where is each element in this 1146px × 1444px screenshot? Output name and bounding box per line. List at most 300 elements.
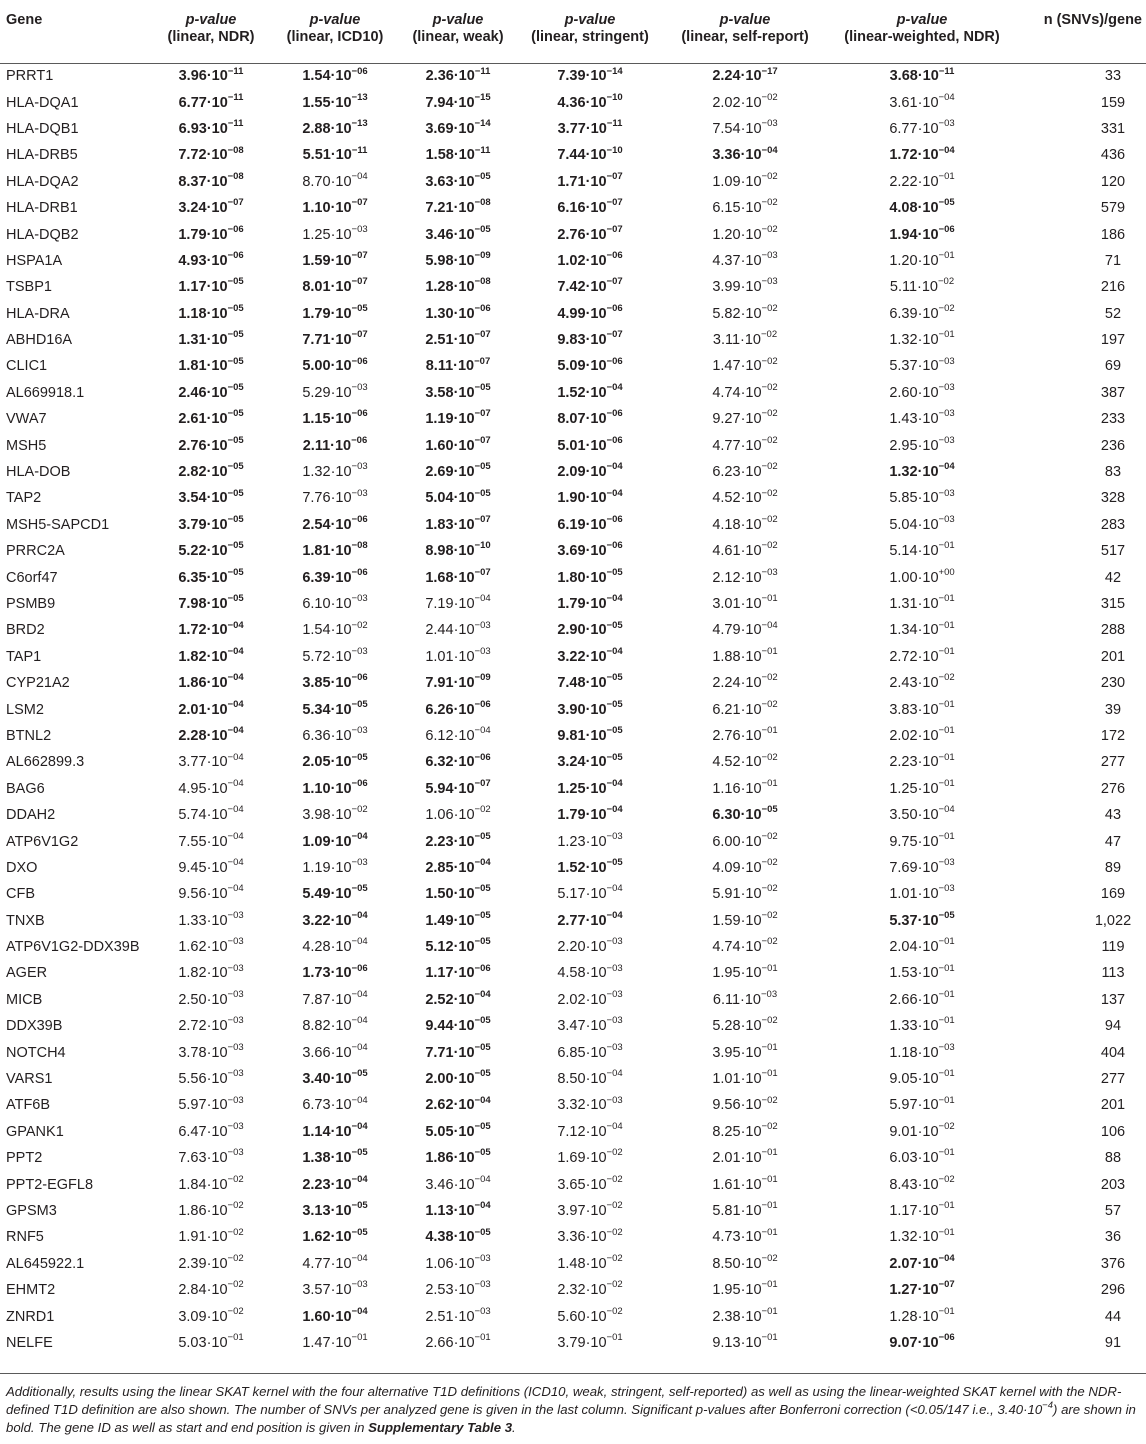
pvalue-cell: $6.77\cdot 10^{-03}$	[889, 118, 955, 137]
pvalue-cell: $1.91\cdot 10^{-02}$	[178, 1226, 244, 1246]
pvalue-cell: $7.39\cdot 10^{-14}$	[557, 65, 623, 85]
pvalue-cell: $6.35\cdot 10^{-05}$	[178, 566, 244, 586]
pvalue-cell: $1.86\cdot 10^{-04}$	[178, 672, 244, 692]
gene-cell: PPT2	[6, 1150, 43, 1167]
gene-cell: DDAH2	[6, 807, 56, 824]
pvalue-cell: $1.17\cdot 10^{-05}$	[178, 276, 244, 296]
snv-count-cell: 277	[1100, 1071, 1126, 1088]
pvalue-cell: $3.13\cdot 10^{-05}$	[302, 1200, 368, 1219]
pvalue-cell: $2.53\cdot 10^{-03}$	[425, 1279, 491, 1299]
snv-count-cell: 328	[1100, 490, 1126, 507]
pvalue-cell: $3.98\cdot 10^{-02}$	[302, 804, 368, 824]
pvalue-cell: $5.28\cdot 10^{-02}$	[712, 1015, 778, 1035]
pvalue-cell: $3.54\cdot 10^{-05}$	[178, 487, 244, 507]
pvalue-cell: $1.71\cdot 10^{-07}$	[557, 170, 623, 190]
table-row	[0, 301, 1146, 327]
pvalue-cell: $1.31\cdot 10^{-01}$	[889, 593, 955, 612]
pvalue-cell: $3.32\cdot 10^{-03}$	[557, 1094, 623, 1114]
table-row	[0, 142, 1146, 168]
footnote-text: Additionally, results using the linear SKAT kernel with the four alternative T1D definitions (ICD10, weak, stringent, self-reported) as well as using the linear-weighted SKAT kernel with the NDR-defined T1D definition are also shown. The number of SNVs per analyzed gene is given in the last column. Significant p-values after Bonferroni correction (<0.05/147 i.e., $3.40\cdot 10^{-4}$) are shown in bold. The gene ID as well as start and end position is given in Supplementary Table 3.	[6, 1384, 1136, 1435]
pvalue-cell: $1.54\cdot 10^{-06}$	[302, 65, 368, 85]
gene-cell: BAG6	[6, 780, 45, 797]
table-row	[0, 987, 1146, 1013]
pvalue-cell: $3.61\cdot 10^{-04}$	[889, 91, 955, 111]
pvalue-cell: $5.85\cdot 10^{-03}$	[889, 487, 955, 507]
gene-cell: ZNRD1	[6, 1308, 55, 1325]
snv-count-cell: 387	[1100, 384, 1126, 401]
pvalue-cell: $1.54\cdot 10^{-02}$	[302, 619, 368, 639]
pvalue-cell: $2.11\cdot 10^{-06}$	[302, 434, 368, 454]
table-row	[0, 828, 1146, 854]
table-row	[0, 380, 1146, 406]
pvalue-cell: $1.79\cdot 10^{-06}$	[178, 223, 244, 243]
pvalue-cell: $4.74\cdot 10^{-02}$	[712, 382, 778, 401]
snv-count-cell: 331	[1100, 120, 1126, 137]
pvalue-cell: $7.98\cdot 10^{-05}$	[178, 593, 244, 612]
pvalue-cell: $5.01\cdot 10^{-06}$	[557, 434, 623, 454]
supplementary-reference: Supplementary Table 3	[368, 1420, 513, 1435]
pvalue-cell: $1.15\cdot 10^{-06}$	[302, 408, 368, 428]
pvalue-cell: $3.69\cdot 10^{-14}$	[425, 118, 491, 137]
pvalue-cell: $2.82\cdot 10^{-05}$	[178, 461, 244, 481]
table-row	[0, 1277, 1146, 1303]
gene-cell: TAP2	[6, 490, 42, 507]
pvalue-cell: $9.75\cdot 10^{-01}$	[889, 830, 955, 850]
table-row	[0, 432, 1146, 458]
gene-cell: HLA-DRA	[6, 305, 70, 322]
pvalue-cell: $1.95\cdot 10^{-01}$	[712, 962, 778, 982]
snv-count-cell: 43	[1104, 807, 1122, 824]
pvalue-cell: $2.07\cdot 10^{-04}$	[889, 1252, 955, 1272]
pvalue-cell: $1.09\cdot 10^{-02}$	[712, 170, 778, 190]
table-row	[0, 776, 1146, 802]
pvalue-cell: $2.38\cdot 10^{-01}$	[712, 1305, 778, 1325]
table-row	[0, 1119, 1146, 1145]
table-row	[0, 855, 1146, 881]
gene-cell: BTNL2	[6, 727, 52, 744]
pvalue-cell: $2.62\cdot 10^{-04}$	[425, 1094, 491, 1114]
pvalue-cell: $2.88\cdot 10^{-13}$	[302, 118, 368, 137]
snv-count-cell: 33	[1104, 68, 1122, 85]
pvalue-cell: $1.13\cdot 10^{-04}$	[425, 1200, 491, 1219]
pvalue-cell: $2.23\cdot 10^{-04}$	[302, 1173, 368, 1193]
snv-count-cell: 71	[1104, 252, 1122, 269]
pvalue-cell: $1.90\cdot 10^{-04}$	[557, 487, 623, 507]
pvalue-cell: $3.77\cdot 10^{-11}$	[557, 118, 623, 137]
pvalue-cell: $4.95\cdot 10^{-04}$	[178, 777, 244, 797]
pvalue-cell: $1.25\cdot 10^{-03}$	[302, 223, 368, 243]
table-row	[0, 512, 1146, 538]
pvalue-cell: $1.18\cdot 10^{-03}$	[889, 1041, 955, 1061]
snv-count-cell: 120	[1100, 173, 1126, 190]
pvalue-cell: $1.32\cdot 10^{-04}$	[889, 461, 955, 481]
pvalue-cell: $8.50\cdot 10^{-04}$	[557, 1068, 623, 1088]
pvalue-cell: $1.60\cdot 10^{-04}$	[302, 1305, 368, 1325]
pvalue-cell: $1.86\cdot 10^{-05}$	[425, 1147, 491, 1167]
pvalue-cell: $2.28\cdot 10^{-04}$	[178, 725, 244, 744]
gene-cell: HLA-DRB1	[6, 200, 78, 217]
pvalue-cell: $6.23\cdot 10^{-02}$	[712, 461, 778, 481]
pvalue-cell: $6.10\cdot 10^{-03}$	[302, 593, 368, 612]
pvalue-cell: $9.44\cdot 10^{-05}$	[425, 1015, 491, 1035]
pvalue-cell: $9.05\cdot 10^{-01}$	[889, 1068, 955, 1088]
pvalue-cell: $1.81\cdot 10^{-05}$	[178, 355, 244, 375]
table-row	[0, 1224, 1146, 1250]
pvalue-cell: $5.22\cdot 10^{-05}$	[178, 540, 244, 560]
pvalue-cell: $1.94\cdot 10^{-06}$	[889, 223, 955, 243]
pvalue-cell: $8.70\cdot 10^{-04}$	[302, 170, 368, 190]
pvalue-cell: $1.32\cdot 10^{-01}$	[889, 1226, 955, 1246]
pvalue-cell: $2.66\cdot 10^{-01}$	[425, 1332, 491, 1351]
pvalue-cell: $3.90\cdot 10^{-05}$	[557, 698, 623, 718]
table-row	[0, 485, 1146, 511]
pvalue-cell: $5.81\cdot 10^{-01}$	[712, 1200, 778, 1219]
pvalue-cell: $2.69\cdot 10^{-05}$	[425, 461, 491, 481]
table-row	[0, 1251, 1146, 1277]
pvalue-cell: $9.81\cdot 10^{-05}$	[557, 725, 623, 744]
table-row	[0, 802, 1146, 828]
gene-cell: ATP6V1G2-DDX39B	[6, 939, 140, 956]
gene-cell: HLA-DRB5	[6, 147, 78, 164]
table-row	[0, 221, 1146, 247]
pvalue-cell: $2.76\cdot 10^{-01}$	[712, 725, 778, 744]
pvalue-cell: $1.19\cdot 10^{-03}$	[302, 857, 368, 876]
pvalue-cell: $3.09\cdot 10^{-02}$	[178, 1305, 244, 1325]
pvalue-cell: $9.07\cdot 10^{-06}$	[889, 1332, 955, 1351]
gene-cell: NOTCH4	[6, 1044, 66, 1061]
snv-count-cell: 404	[1100, 1044, 1126, 1061]
pvalue-cell: $2.60\cdot 10^{-03}$	[889, 382, 955, 401]
pvalue-cell: $1.82\cdot 10^{-04}$	[178, 645, 244, 665]
table-row	[0, 353, 1146, 379]
snv-count-cell: 159	[1100, 94, 1126, 111]
pvalue-cell: $5.82\cdot 10^{-02}$	[712, 302, 778, 322]
pvalue-cell: $9.01\cdot 10^{-02}$	[889, 1120, 955, 1140]
table-row	[0, 327, 1146, 353]
pvalue-cell: $3.95\cdot 10^{-01}$	[712, 1041, 778, 1061]
gene-cell: BRD2	[6, 622, 45, 639]
pvalue-cell: $6.39\cdot 10^{-02}$	[889, 302, 955, 322]
table-row	[0, 644, 1146, 670]
pvalue-cell: $2.32\cdot 10^{-02}$	[557, 1279, 623, 1299]
pvalue-cell: $2.95\cdot 10^{-03}$	[889, 434, 955, 454]
pvalue-cell: $2.50\cdot 10^{-03}$	[178, 989, 244, 1008]
pvalue-cell: $2.76\cdot 10^{-07}$	[557, 223, 623, 243]
pvalue-cell: $6.11\cdot 10^{-03}$	[712, 989, 778, 1008]
pvalue-cell: $6.00\cdot 10^{-02}$	[712, 830, 778, 850]
table-row	[0, 617, 1146, 643]
pvalue-cell: $7.42\cdot 10^{-07}$	[557, 276, 623, 296]
pvalue-cell: $7.55\cdot 10^{-04}$	[178, 830, 244, 850]
pvalue-cell: $8.37\cdot 10^{-08}$	[178, 170, 244, 190]
table-row	[0, 934, 1146, 960]
snv-count-cell: 288	[1100, 622, 1126, 639]
pvalue-cell: $1.17\cdot 10^{-01}$	[889, 1200, 955, 1219]
snv-count-cell: 197	[1100, 332, 1126, 349]
pvalue-cell: $4.18\cdot 10^{-02}$	[712, 514, 778, 533]
pvalue-cell: $6.03\cdot 10^{-01}$	[889, 1147, 955, 1167]
pvalue-cell: $1.47\cdot 10^{-01}$	[302, 1332, 368, 1351]
pvalue-cell: $5.00\cdot 10^{-06}$	[302, 355, 368, 375]
pvalue-cell: $3.85\cdot 10^{-06}$	[302, 672, 368, 692]
pvalue-cell: $5.91\cdot 10^{-02}$	[712, 883, 778, 903]
pvalue-cell: $7.54\cdot 10^{-03}$	[712, 118, 778, 137]
pvalue-cell: $4.77\cdot 10^{-04}$	[302, 1252, 368, 1272]
gene-cell: VARS1	[6, 1071, 53, 1088]
pvalue-cell: $6.77\cdot 10^{-11}$	[178, 91, 244, 111]
pvalue-cell: $5.14\cdot 10^{-01}$	[889, 540, 955, 560]
pvalue-cell: $3.47\cdot 10^{-03}$	[557, 1015, 623, 1035]
pvalue-cell: $1.32\cdot 10^{-01}$	[889, 329, 955, 349]
pvalue-cell: $7.63\cdot 10^{-03}$	[178, 1147, 244, 1167]
pvalue-cell: $7.71\cdot 10^{-05}$	[425, 1041, 491, 1061]
pvalue-cell: $3.11\cdot 10^{-02}$	[712, 329, 778, 349]
gene-cell: PPT2-EGFL8	[6, 1176, 94, 1193]
pvalue-cell: $2.76\cdot 10^{-05}$	[178, 434, 244, 454]
pvalue-cell: $1.73\cdot 10^{-06}$	[302, 962, 368, 982]
pvalue-cell: $1.28\cdot 10^{-08}$	[425, 276, 491, 296]
pvalue-cell: $8.07\cdot 10^{-06}$	[557, 408, 623, 428]
table-row	[0, 459, 1146, 485]
table-row	[0, 274, 1146, 300]
pvalue-cell: $2.04\cdot 10^{-01}$	[889, 936, 955, 956]
pvalue-cell: $1.38\cdot 10^{-05}$	[302, 1147, 368, 1167]
pvalue-cell: $1.80\cdot 10^{-05}$	[557, 566, 623, 586]
pvalue-cell: $1.34\cdot 10^{-01}$	[889, 619, 955, 639]
gene-cell: HLA-DQA2	[6, 173, 79, 190]
pvalue-cell: $2.39\cdot 10^{-02}$	[178, 1252, 244, 1272]
pvalue-cell: $1.19\cdot 10^{-07}$	[425, 408, 491, 428]
gene-cell: RNF5	[6, 1229, 44, 1246]
pvalue-cell: $3.24\cdot 10^{-07}$	[178, 197, 244, 217]
snv-count-cell: 94	[1104, 1018, 1122, 1035]
pvalue-cell: $7.21\cdot 10^{-08}$	[425, 197, 491, 217]
pvalue-cell: $3.69\cdot 10^{-06}$	[557, 540, 623, 560]
pvalue-cell: $5.09\cdot 10^{-06}$	[557, 355, 623, 375]
pvalue-cell: $4.74\cdot 10^{-02}$	[712, 936, 778, 956]
gene-cell: ATP6V1G2	[6, 833, 79, 850]
snv-count-cell: 233	[1100, 411, 1126, 428]
header-pvalue-linear-weak: p-value (linear, weak)	[398, 0, 518, 63]
pvalue-cell: $1.32\cdot 10^{-03}$	[302, 461, 368, 481]
gene-cell: C6orf47	[6, 569, 58, 586]
pvalue-cell: $2.02\cdot 10^{-03}$	[557, 989, 623, 1008]
pvalue-cell: $8.25\cdot 10^{-02}$	[712, 1120, 778, 1140]
table-row	[0, 1066, 1146, 1092]
pvalue-cell: $1.50\cdot 10^{-05}$	[425, 883, 491, 903]
snv-count-cell: 517	[1100, 543, 1126, 560]
gene-cell: NELFE	[6, 1334, 53, 1351]
pvalue-cell: $7.69\cdot 10^{-03}$	[889, 857, 955, 876]
gene-cell: HLA-DQA1	[6, 94, 79, 111]
pvalue-cell: $6.32\cdot 10^{-06}$	[425, 751, 491, 771]
pvalue-cell: $2.09\cdot 10^{-04}$	[557, 461, 623, 481]
gene-cell: ATF6B	[6, 1097, 51, 1114]
pvalue-cell: $4.36\cdot 10^{-10}$	[557, 91, 623, 111]
pvalue-cell: $3.83\cdot 10^{-01}$	[889, 698, 955, 718]
pvalue-cell: $5.60\cdot 10^{-02}$	[557, 1305, 623, 1325]
pvalue-cell: $3.99\cdot 10^{-03}$	[712, 276, 778, 296]
table-row	[0, 248, 1146, 274]
gene-cell: GPSM3	[6, 1202, 57, 1219]
pvalue-cell: $1.59\cdot 10^{-07}$	[302, 250, 368, 269]
table-row	[0, 670, 1146, 696]
table-row	[0, 1330, 1146, 1356]
snv-count-cell: 89	[1104, 859, 1122, 876]
gene-cell: PRRT1	[6, 68, 54, 85]
snv-count-cell: 169	[1100, 886, 1126, 903]
pvalue-cell: $7.71\cdot 10^{-07}$	[302, 329, 368, 349]
pvalue-cell: $3.50\cdot 10^{-04}$	[889, 804, 955, 824]
pvalue-cell: $9.56\cdot 10^{-04}$	[178, 883, 244, 903]
pvalue-cell: $6.39\cdot 10^{-06}$	[302, 566, 368, 586]
pvalue-cell: $2.00\cdot 10^{-05}$	[425, 1068, 491, 1088]
table-row	[0, 564, 1146, 590]
table-row	[0, 723, 1146, 749]
pvalue-cell: $2.54\cdot 10^{-06}$	[302, 514, 368, 533]
pvalue-cell: $1.16\cdot 10^{-01}$	[712, 777, 778, 797]
pvalue-cell: $6.30\cdot 10^{-05}$	[712, 804, 778, 824]
pvalue-cell: $1.01\cdot 10^{-03}$	[425, 645, 491, 665]
gene-cell: AGER	[6, 965, 48, 982]
pvalue-cell: $2.90\cdot 10^{-05}$	[557, 619, 623, 639]
pvalue-cell: $2.22\cdot 10^{-01}$	[889, 170, 955, 190]
pvalue-cell: $2.52\cdot 10^{-04}$	[425, 989, 491, 1008]
gene-cell: PSMB9	[6, 596, 56, 612]
pvalue-cell: $6.15\cdot 10^{-02}$	[712, 197, 778, 217]
gene-cell: CYP21A2	[6, 675, 70, 692]
pvalue-cell: $3.66\cdot 10^{-04}$	[302, 1041, 368, 1061]
snv-count-cell: 172	[1100, 727, 1126, 744]
pvalue-cell: $1.25\cdot 10^{-01}$	[889, 777, 955, 797]
snv-count-cell: 436	[1100, 147, 1126, 164]
snv-count-cell: 47	[1104, 833, 1122, 850]
pvalue-cell: $1.14\cdot 10^{-04}$	[302, 1120, 368, 1140]
gene-cell: TAP1	[6, 648, 42, 665]
pvalue-cell: $2.84\cdot 10^{-02}$	[178, 1279, 244, 1299]
pvalue-cell: $6.26\cdot 10^{-06}$	[425, 698, 491, 718]
pvalue-cell: $3.79\cdot 10^{-05}$	[178, 514, 244, 533]
header-row	[0, 0, 1146, 63]
snv-count-cell: 277	[1100, 754, 1126, 771]
snv-count-cell: 113	[1101, 965, 1125, 982]
pvalue-cell: $1.33\cdot 10^{-03}$	[178, 909, 244, 929]
pvalue-cell: $1.10\cdot 10^{-06}$	[302, 777, 368, 797]
pvalue-cell: $1.60\cdot 10^{-07}$	[425, 434, 491, 454]
gene-cell: LSM2	[6, 701, 44, 718]
pvalue-cell: $1.79\cdot 10^{-05}$	[302, 302, 368, 322]
snv-count-cell: 57	[1104, 1202, 1122, 1219]
pvalue-cell: $7.76\cdot 10^{-03}$	[302, 487, 368, 507]
pvalue-cell: $2.46\cdot 10^{-05}$	[178, 382, 244, 401]
pvalue-cell: $1.79\cdot 10^{-04}$	[557, 593, 623, 612]
snv-count-cell: 91	[1104, 1334, 1122, 1351]
gene-cell: TSBP1	[6, 279, 52, 296]
pvalue-cell: $5.04\cdot 10^{-05}$	[425, 487, 491, 507]
pvalue-cell: $1.27\cdot 10^{-07}$	[889, 1279, 955, 1299]
table-row	[0, 1013, 1146, 1039]
pvalue-cell: $1.82\cdot 10^{-03}$	[178, 962, 244, 982]
header-n-snvs: n (SNVs)/gene	[1016, 0, 1146, 63]
snv-count-cell: 230	[1100, 675, 1126, 692]
pvalue-cell: $3.63\cdot 10^{-05}$	[425, 170, 491, 190]
pvalue-cell: $4.28\cdot 10^{-04}$	[302, 936, 368, 956]
pvalue-cell: $5.37\cdot 10^{-03}$	[889, 355, 955, 375]
pvalue-cell: $7.94\cdot 10^{-15}$	[425, 91, 491, 111]
gene-cell: CLIC1	[6, 358, 48, 375]
pvalue-cell: $2.02\cdot 10^{-01}$	[889, 725, 955, 744]
pvalue-cell: $1.30\cdot 10^{-06}$	[425, 302, 491, 322]
pvalue-cell: $1.95\cdot 10^{-01}$	[712, 1279, 778, 1299]
table-row	[0, 1039, 1146, 1065]
pvalue-cell: $6.21\cdot 10^{-02}$	[712, 698, 778, 718]
snv-count-cell: 186	[1100, 226, 1126, 243]
gene-cell: ABHD16A	[6, 332, 73, 349]
pvalue-cell: $2.72\cdot 10^{-01}$	[889, 645, 955, 665]
table-row	[0, 749, 1146, 775]
table-body	[0, 63, 1146, 1356]
snv-count-cell: 376	[1100, 1255, 1126, 1272]
table-row	[0, 1092, 1146, 1118]
pvalue-cell: $1.49\cdot 10^{-05}$	[425, 909, 491, 929]
pvalue-cell: $1.53\cdot 10^{-01}$	[889, 962, 955, 982]
pvalue-cell: $7.87\cdot 10^{-04}$	[302, 989, 368, 1008]
pvalue-cell: $5.72\cdot 10^{-03}$	[302, 645, 368, 665]
pvalue-cell: $1.33\cdot 10^{-01}$	[889, 1015, 955, 1035]
snv-count-cell: 88	[1104, 1150, 1122, 1167]
pvalue-cell: $2.02\cdot 10^{-02}$	[712, 91, 778, 111]
pvalue-cell: $1.43\cdot 10^{-03}$	[889, 408, 955, 428]
pvalue-cell: $3.58\cdot 10^{-05}$	[425, 382, 491, 401]
snv-count-cell: 216	[1100, 279, 1126, 296]
header-pvalue-linear-icd10: p-value (linear, ICD10)	[272, 0, 398, 63]
pvalue-cell: $2.44\cdot 10^{-03}$	[425, 619, 491, 639]
pvalue-cell: $1.88\cdot 10^{-01}$	[712, 645, 778, 665]
pvalue-cell: $4.08\cdot 10^{-05}$	[889, 197, 955, 217]
pvalue-cell: $1.69\cdot 10^{-02}$	[557, 1147, 623, 1167]
gene-cell: DDX39B	[6, 1018, 63, 1035]
pvalue-cell: $3.97\cdot 10^{-02}$	[557, 1200, 623, 1219]
pvalue-cell: $2.51\cdot 10^{-03}$	[425, 1305, 491, 1325]
snv-count-cell: 579	[1100, 200, 1126, 217]
snv-count-cell: 119	[1101, 939, 1125, 956]
pvalue-cell: $1.17\cdot 10^{-06}$	[425, 962, 491, 982]
pvalue-cell: $5.49\cdot 10^{-05}$	[302, 883, 368, 903]
pvalue-cell: $1.83\cdot 10^{-07}$	[425, 514, 491, 533]
pvalue-cell: $2.66\cdot 10^{-01}$	[889, 989, 955, 1008]
pvalue-cell: $1.01\cdot 10^{-01}$	[712, 1068, 778, 1088]
table-row	[0, 908, 1146, 934]
pvalue-cell: $5.05\cdot 10^{-05}$	[425, 1120, 491, 1140]
pvalue-cell: $7.44\cdot 10^{-10}$	[557, 144, 623, 164]
pvalue-cell: $4.93\cdot 10^{-06}$	[178, 250, 244, 269]
pvalue-cell: $6.47\cdot 10^{-03}$	[178, 1120, 244, 1140]
pvalue-cell: $5.12\cdot 10^{-05}$	[425, 936, 491, 956]
pvalue-cell: $6.73\cdot 10^{-04}$	[302, 1094, 368, 1114]
pvalue-cell: $3.79\cdot 10^{-01}$	[557, 1332, 623, 1351]
pvalue-cell: $7.12\cdot 10^{-04}$	[557, 1120, 623, 1140]
pvalue-cell: $1.31\cdot 10^{-05}$	[178, 329, 244, 349]
gene-cell: HSPA1A	[6, 252, 63, 269]
pvalue-cell: $4.09\cdot 10^{-02}$	[712, 857, 778, 876]
snv-count-cell: 69	[1104, 358, 1122, 375]
pvalue-cell: $9.27\cdot 10^{-02}$	[712, 408, 778, 428]
pvalue-cell: $1.23\cdot 10^{-03}$	[557, 830, 623, 850]
table-row	[0, 881, 1146, 907]
pvalue-cell: $4.52\cdot 10^{-02}$	[712, 751, 778, 771]
pvalue-cell: $8.01\cdot 10^{-07}$	[302, 276, 368, 296]
pvalue-cell: $2.23\cdot 10^{-01}$	[889, 751, 955, 771]
